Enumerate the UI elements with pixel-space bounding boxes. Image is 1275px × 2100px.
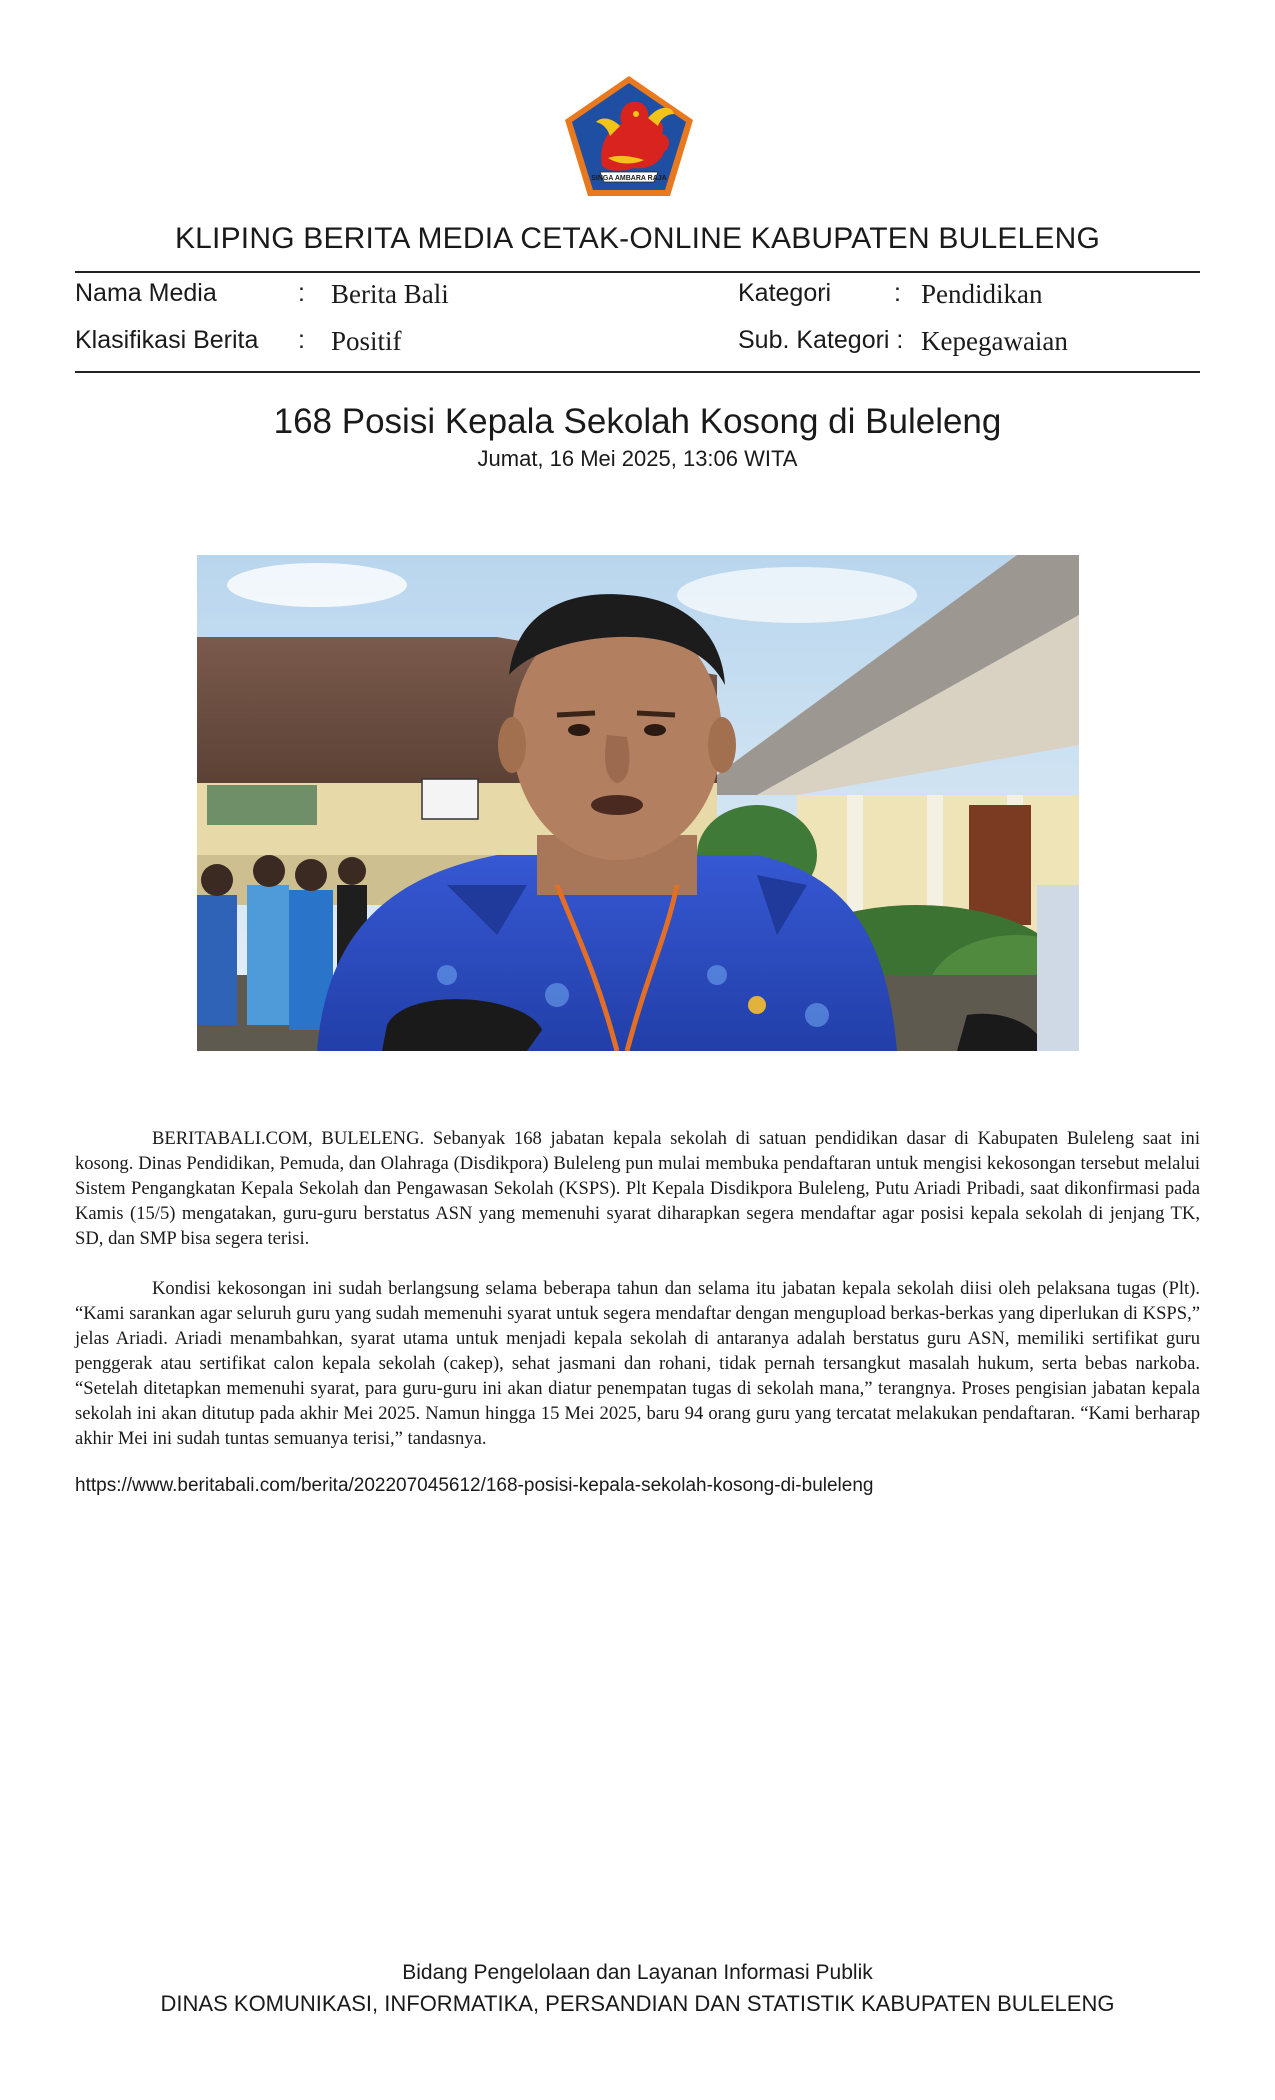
article-headline: 168 Posisi Kepala Sekolah Kosong di Buleleng [273,402,1002,441]
klasifikasi-separator: : [298,326,305,354]
kategori-separator: : [894,279,901,307]
regency-emblem-logo [562,74,696,200]
header-top-rule [75,271,1200,273]
article-paragraph: Kondisi kekosongan ini sudah berlangsung selama beberapa tahun dan selama itu jabatan kepala sekolah diisi oleh pelaksana tugas (Plt). “Kami sarankan agar seluruh guru yang sudah memenuhi syarat untuk segera mendaftar dengan mengupload berkas-berkas yang diperlukan di KSPS,” jelas Ariadi. Ariadi menambahkan, syarat utama untuk menjadi kepala sekolah di antaranya adalah berstatus guru ASN, memiliki sertifikat guru penggerak atau sertifikat calon kepala sekolah (cakep), sehat jasmani dan rohani, tidak pernah tersangkut masalah hukum, serta bebas narkoba. “Setelah ditetapkan memenuhi syarat, para guru-guru ini akan diatur penempatan tugas di sekolah mana,” terangnya. Proses pengisian jabatan kepala sekolah ini akan ditutup pada akhir Mei 2025. Namun hingga 15 Mei 2025, baru 94 orang guru yang tercatat melakukan pendaftaran. “Kami berharap akhir Mei ini sudah tuntas semuanya terisi,” tandasnya. [75,1278,1200,1449]
klasifikasi-label: Klasifikasi Berita [75,326,259,354]
article-source-url[interactable]: https://www.beritabali.com/berita/202207045612/168-posisi-kepala-sekolah-kosong-di-buleleng [75,1475,874,1496]
kategori-value: Pendidikan [921,279,1043,309]
clipping-header-title: KLIPING BERITA MEDIA CETAK-ONLINE KABUPATEN BULELENG [174,222,1101,255]
sub-kategori-value: Kepegawaian [921,326,1068,356]
nama-media-value: Berita Bali [331,279,449,309]
kategori-label: Kategori [738,279,832,307]
article-body [75,1126,1200,1476]
article-dateline: Jumat, 16 Mei 2025, 13:06 WITA [477,446,798,471]
logo-motto: SINGA AMBARA RAJA [591,175,667,182]
nama-media-label: Nama Media [75,279,217,307]
article-paragraph: BERITABALI.COM, BULELENG. Sebanyak 168 jabatan kepala sekolah di satuan pendidikan dasar di Kabupaten Buleleng saat ini kosong. Dinas Pendidikan, Pemuda, dan Olahraga (Disdikpora) Buleleng pun mulai membuka pendaftaran untuk mengisi kekosongan tersebut melalui Sistem Pengangkatan Kepala Sekolah dan Pengawasan Sekolah (KSPS). Plt Kepala Disdikpora Buleleng, Putu Ariadi Pribadi, saat dikonfirmasi pada Kamis (15/5) mengatakan, guru-guru berstatus ASN yang memenuhi syarat diharapkan segera mendaftar agar posisi kepala sekolah di jenjang TK, SD, dan SMP bisa segera terisi. [75,1128,1200,1249]
header-bottom-rule [75,371,1200,373]
footer-division: Bidang Pengelolaan dan Layanan Informasi Publik [402,1961,873,1984]
article-photo [197,555,1079,1051]
nama-media-separator: : [298,279,305,307]
klasifikasi-value: Positif [331,326,402,356]
footer-agency: DINAS KOMUNIKASI, INFORMATIKA, PERSANDIAN DAN STATISTIK KABUPATEN BULELENG [160,1991,1115,2016]
sub-kategori-label: Sub. Kategori : [738,326,904,354]
